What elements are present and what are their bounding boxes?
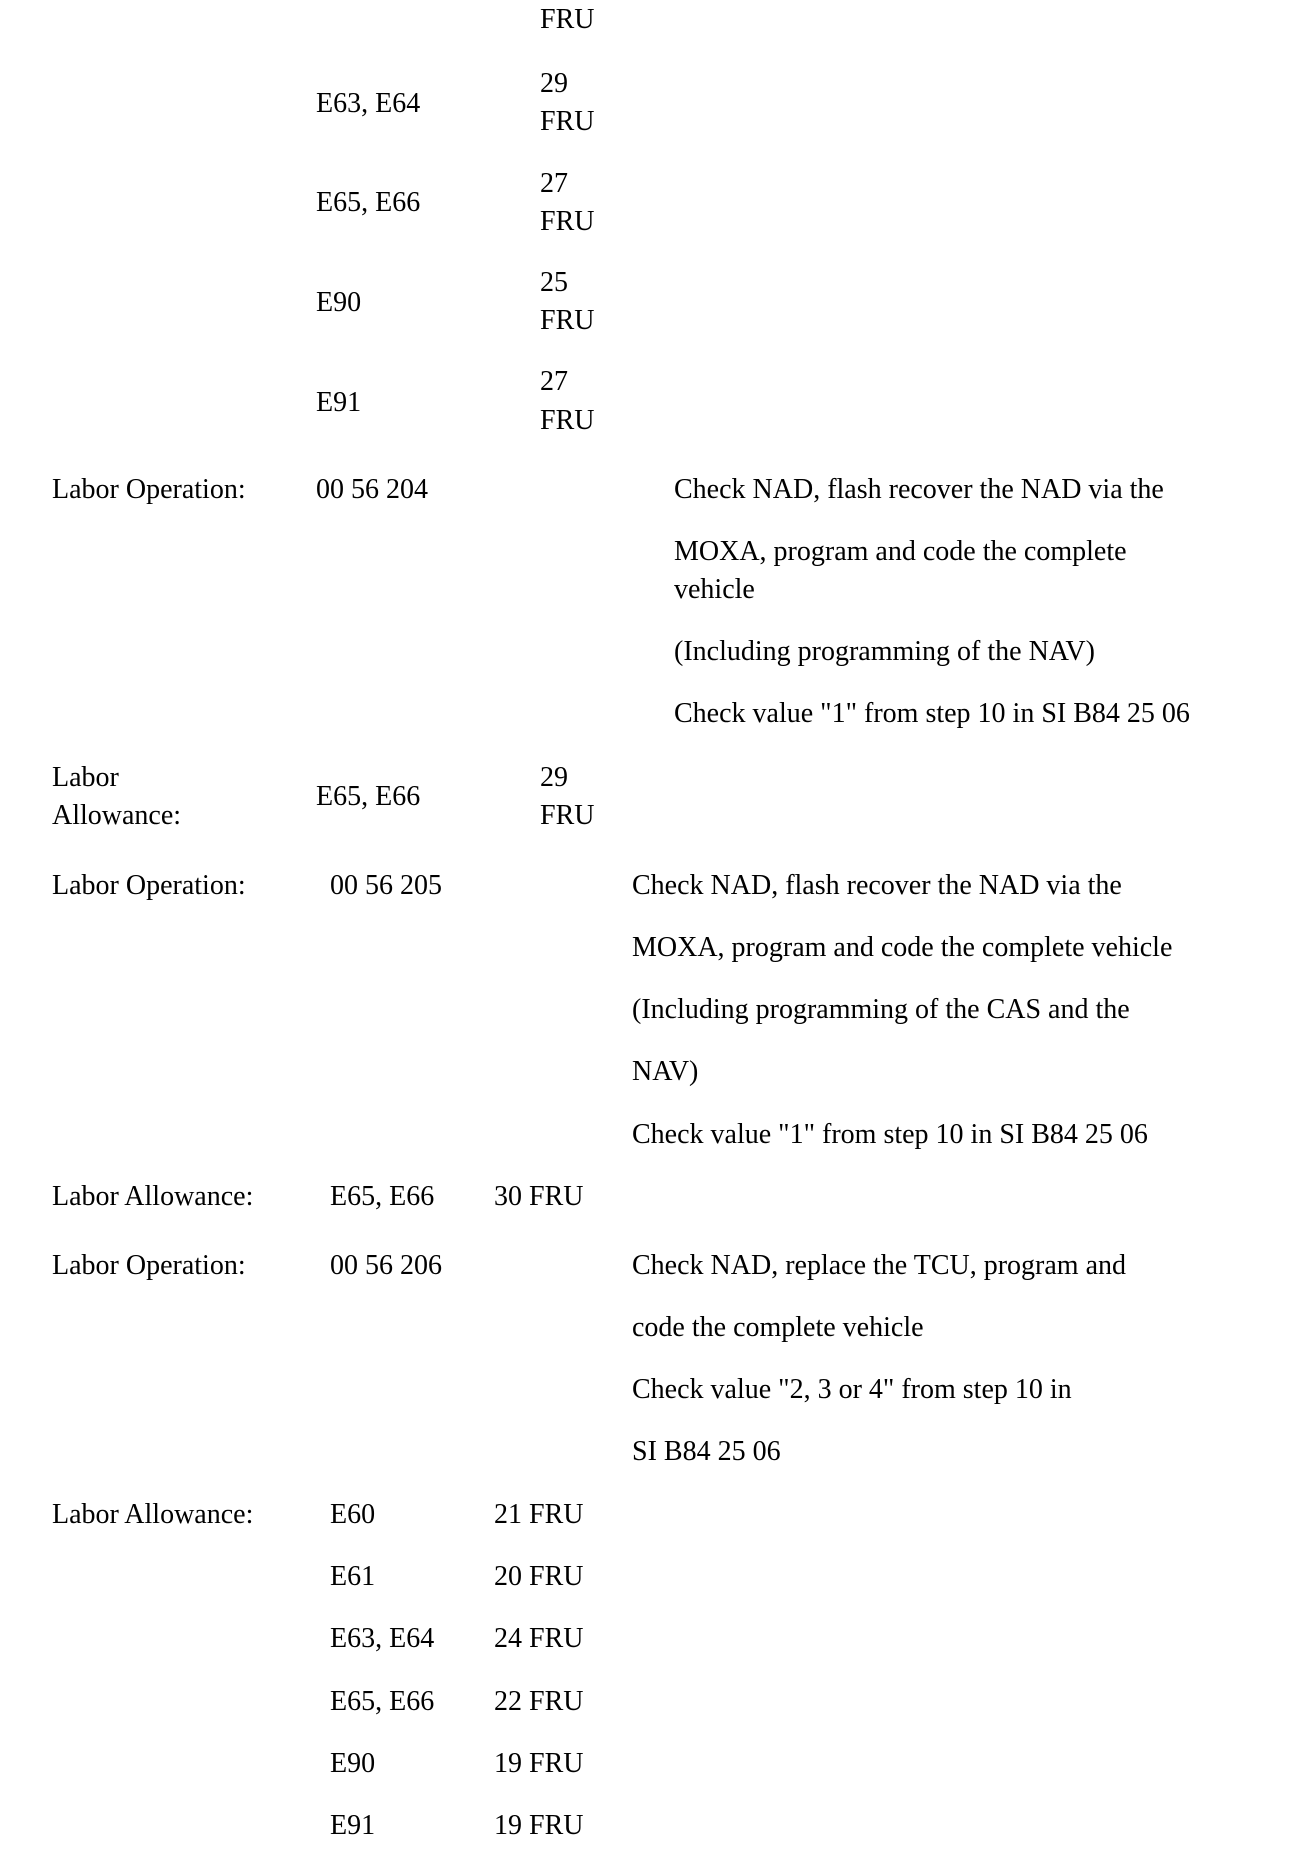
- allowance-model: E90: [330, 1748, 376, 1779]
- allowance-fru: 21 FRU: [494, 1499, 584, 1530]
- orphan-fru: FRU: [540, 4, 595, 35]
- top-row-unit: FRU: [540, 305, 595, 336]
- operation-description-line: NAV): [632, 1056, 699, 1087]
- labor-operation-label: Labor Operation:: [52, 870, 246, 901]
- top-row-unit: FRU: [540, 106, 595, 137]
- operation-description-line: code the complete vehicle: [632, 1312, 924, 1343]
- top-row-value: 29: [540, 68, 568, 99]
- labor-operation-code: 00 56 206: [330, 1250, 442, 1281]
- operation-description-line: (Including programming of the CAS and the: [632, 994, 1130, 1025]
- allowance-fru: 30 FRU: [494, 1181, 584, 1212]
- operation-description-line: vehicle: [674, 574, 755, 605]
- allowance-model: E91: [330, 1810, 376, 1841]
- allowance-fru: 24 FRU: [494, 1623, 584, 1654]
- labor-allowance-label-line2: Allowance:: [52, 800, 182, 831]
- labor-operation-code: 00 56 205: [330, 870, 442, 901]
- top-row-model: E63, E64: [316, 88, 421, 119]
- labor-operation-label: Labor Operation:: [52, 474, 246, 505]
- allowance-fru: 19 FRU: [494, 1810, 584, 1841]
- top-row-value: 27: [540, 168, 568, 199]
- operation-description-line: Check value "2, 3 or 4" from step 10 in: [632, 1374, 1072, 1405]
- top-row-model: E90: [316, 287, 362, 318]
- allowance-fru: 19 FRU: [494, 1748, 584, 1779]
- labor-allowance-label: Labor Allowance:: [52, 1181, 254, 1212]
- operation-description-line: Check value "1" from step 10 in SI B84 25 06: [632, 1119, 1148, 1150]
- operation-description-line: SI B84 25 06: [632, 1436, 781, 1467]
- top-row-value: 25: [540, 267, 568, 298]
- operation-description-line: Check NAD, replace the TCU, program and: [632, 1250, 1126, 1281]
- operation-description-line: Check NAD, flash recover the NAD via the: [632, 870, 1122, 901]
- allowance-model: E65, E66: [330, 1686, 435, 1717]
- allowance-fru: 20 FRU: [494, 1561, 584, 1592]
- allowance-model: E65, E66: [316, 781, 421, 812]
- allowance-model: E63, E64: [330, 1623, 435, 1654]
- top-row-model: E91: [316, 387, 362, 418]
- operation-description-line: Check value "1" from step 10 in SI B84 25 06: [674, 698, 1190, 729]
- labor-allowance-label-line1: Labor: [52, 762, 119, 793]
- labor-operation-code: 00 56 204: [316, 474, 428, 505]
- labor-operation-label: Labor Operation:: [52, 1250, 246, 1281]
- allowance-value: 29: [540, 762, 568, 793]
- top-row-unit: FRU: [540, 206, 595, 237]
- allowance-fru: 22 FRU: [494, 1686, 584, 1717]
- allowance-unit: FRU: [540, 800, 595, 831]
- allowance-model: E60: [330, 1499, 376, 1530]
- top-row-model: E65, E66: [316, 187, 421, 218]
- allowance-model: E65, E66: [330, 1181, 435, 1212]
- allowance-model: E61: [330, 1561, 376, 1592]
- top-row-unit: FRU: [540, 405, 595, 436]
- operation-description-line: MOXA, program and code the complete vehicle: [632, 932, 1173, 963]
- operation-description-line: (Including programming of the NAV): [674, 636, 1095, 667]
- operation-description-line: MOXA, program and code the complete: [674, 536, 1127, 567]
- operation-description-line: Check NAD, flash recover the NAD via the: [674, 474, 1164, 505]
- labor-allowance-label: Labor Allowance:: [52, 1499, 254, 1530]
- top-row-value: 27: [540, 366, 568, 397]
